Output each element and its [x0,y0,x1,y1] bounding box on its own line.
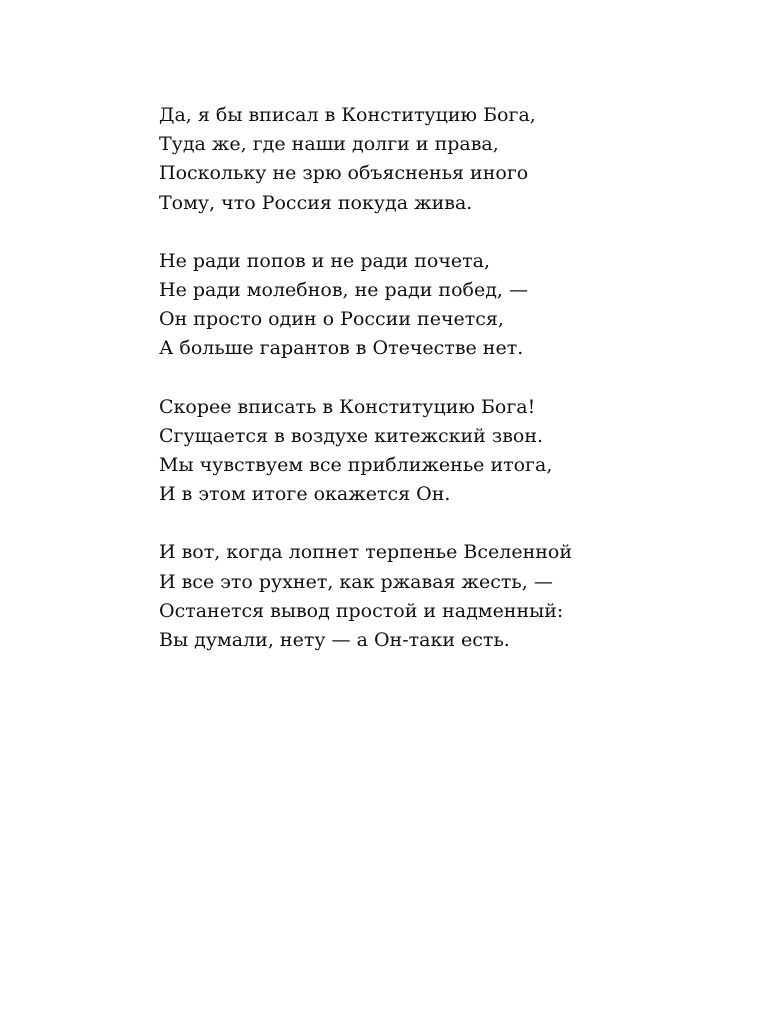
stanza-3 [159,393,719,510]
poem-line: Вы думали, нету — а Он-таки есть. [159,629,510,652]
poem-line: Не ради попов и не ради почета, [159,249,491,272]
poem-line: Скорее вписать в Конституцию Бога! [159,395,536,418]
poem-line: Он просто один о России печется, [159,308,504,331]
stanza-1 [159,101,719,218]
poem-line: И вот, когда лопнет терпенье Вселенной [159,541,573,564]
poem-line: И все это рухнет, как ржавая жесть, — [159,570,553,593]
poem-line: А больше гарантов в Отечестве нет. [159,337,524,360]
poem-line: Сгущается в воздухе китежский звон. [159,424,544,447]
poem-text [159,101,719,684]
stanza-4 [159,538,719,655]
stanza-2 [159,247,719,364]
poem-line: Да, я бы вписал в Конституцию Бога, [159,104,536,126]
poem-line: Не ради молебнов, не ради побед, — [159,279,528,302]
poem-line: Туда же, где наши долги и права, [159,133,499,156]
poem-line: Поскольку не зрю объясненья иного [159,162,529,185]
poem-line: Мы чувствуем все приближенье итога, [159,454,553,477]
poem-line: Тому, что Россия покуда жива. [159,191,473,214]
poem-line: Останется вывод простой и надменный: [159,599,564,622]
poem-line: И в этом итоге окажется Он. [159,483,451,506]
